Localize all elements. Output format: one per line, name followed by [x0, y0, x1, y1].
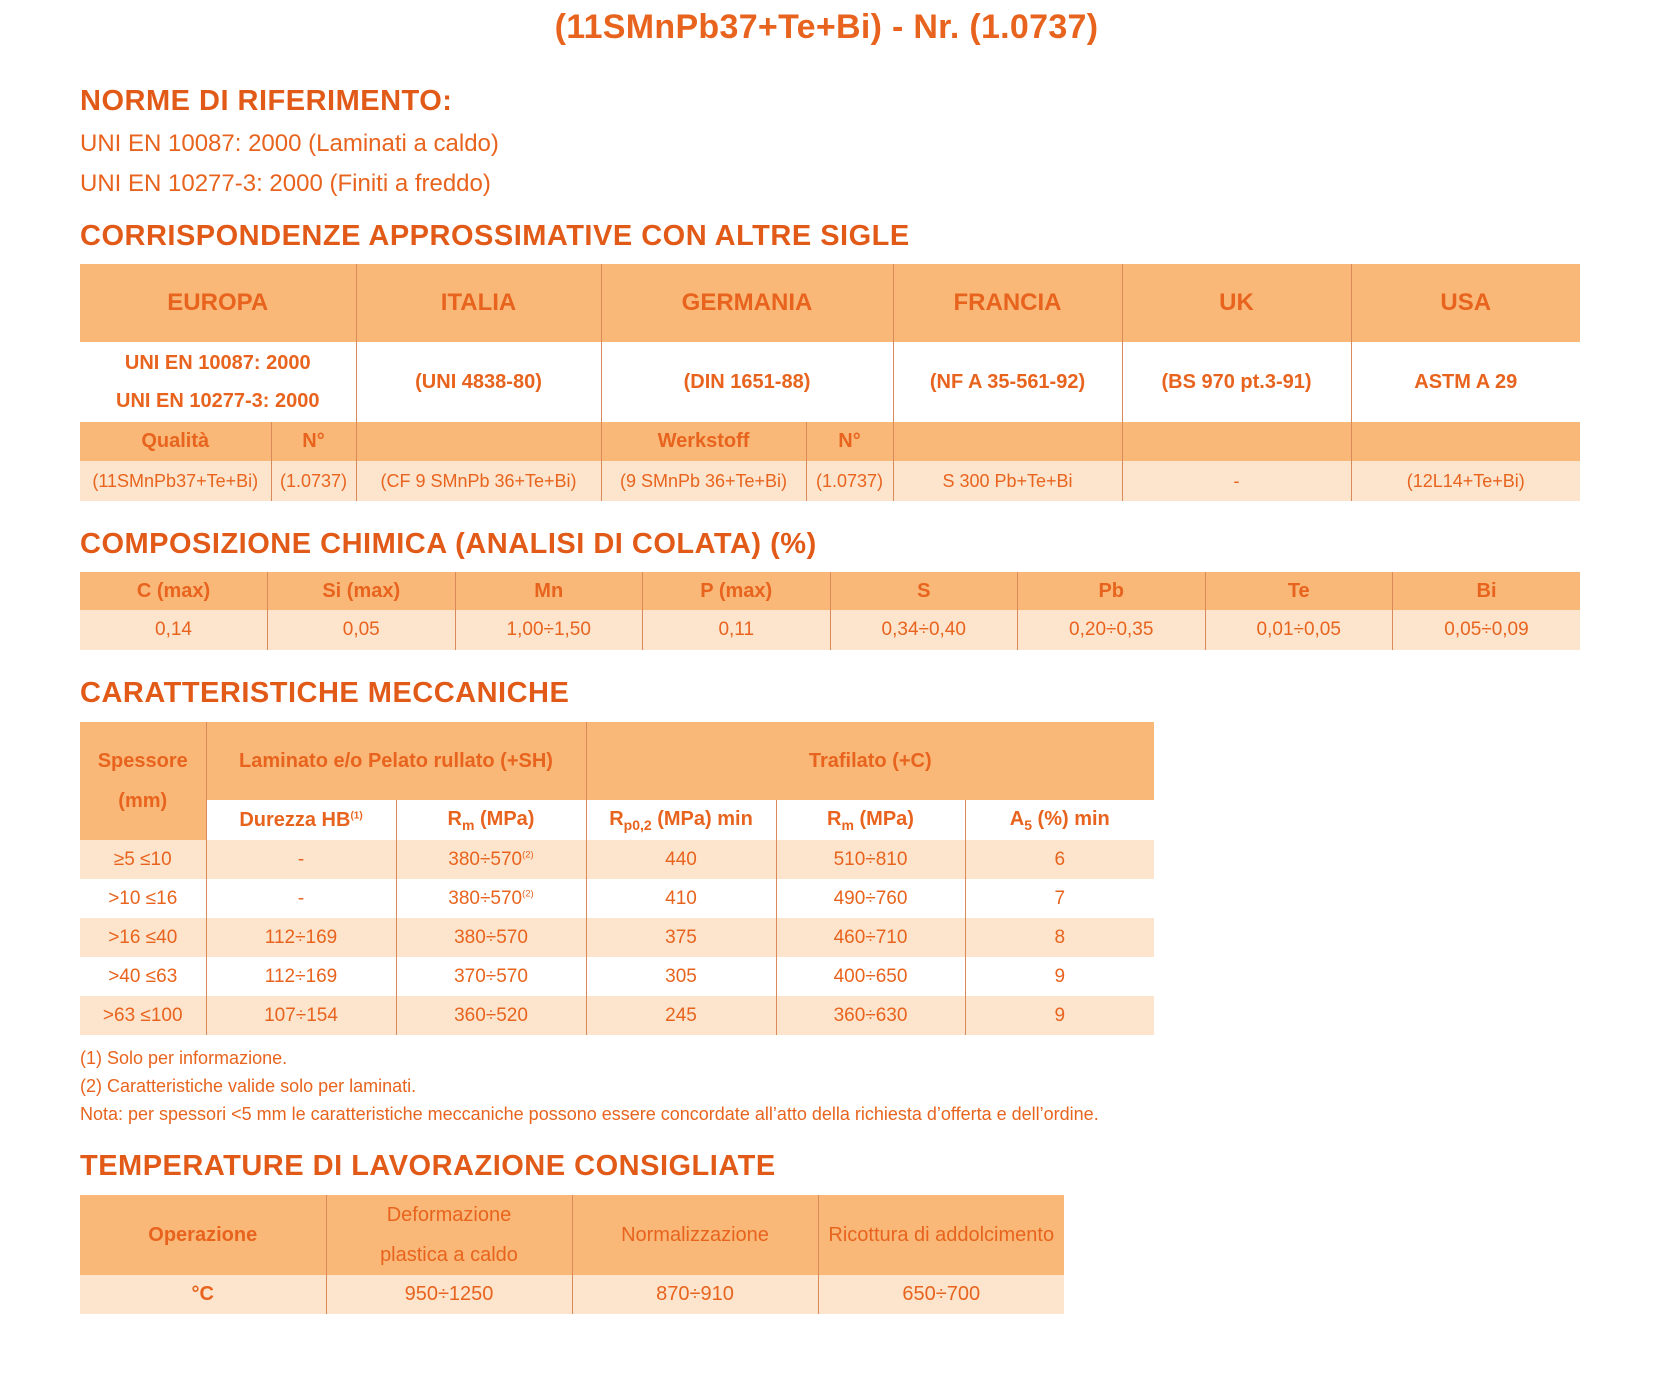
spessore-cell	[80, 996, 206, 1035]
rm2-symbol: R	[827, 807, 842, 830]
comp-head-pb: Pb	[1018, 572, 1206, 610]
durezza-cell	[206, 957, 396, 996]
durezza-note-ref: (1)	[350, 809, 363, 821]
a5-subscript: 5	[1024, 816, 1032, 833]
rp-cell	[586, 879, 776, 918]
table-row	[80, 957, 1154, 996]
rp-cell-value: 440	[665, 848, 697, 870]
meccaniche-header-row-1	[80, 722, 1154, 800]
country-usa: USA	[1351, 264, 1580, 342]
rm-cell-value: 380÷570	[448, 887, 523, 909]
meccaniche-heading: CARATTERISTICHE MECCANICHE	[80, 677, 570, 709]
a5-cell-value: 7	[1054, 887, 1066, 909]
temp-ricottura: 650÷700	[818, 1275, 1064, 1314]
rp-cell	[586, 918, 776, 957]
corrispondenze-heading: CORRISPONDENZE APPROSSIMATIVE CON ALTRE SIGLE	[80, 220, 910, 252]
rp-unit: (MPa) min	[651, 807, 753, 830]
standard-europa	[80, 342, 356, 422]
a5-header	[965, 800, 1154, 840]
rm2-cell-value: 490÷760	[833, 887, 908, 909]
comp-head-mn: Mn	[455, 572, 643, 610]
rm-cell	[396, 879, 586, 918]
country-uk: UK	[1122, 264, 1351, 342]
norme-line-2: UNI EN 10277-3: 2000 (Finiti a freddo)	[80, 170, 491, 197]
a5-cell-value: 8	[1054, 926, 1066, 948]
val-werkstoff: (9 SMnPb 36+Te+Bi)	[601, 461, 806, 501]
rm-note-ref: (2)	[522, 849, 534, 861]
rp-header	[586, 800, 776, 840]
spessore-cell-value: >10 ≤16	[108, 887, 178, 909]
rp-cell	[586, 957, 776, 996]
sub-empty-usa	[1351, 422, 1580, 461]
comp-head-s: S	[830, 572, 1018, 610]
sub-empty-francia	[893, 422, 1122, 461]
temperature-value-row	[80, 1275, 1064, 1314]
normalizzazione-header: Normalizzazione	[572, 1195, 818, 1275]
rm2-cell	[776, 840, 965, 879]
durezza-cell-value: -	[297, 887, 305, 909]
rm2-cell	[776, 996, 965, 1035]
a5-cell	[965, 918, 1154, 957]
rm2-cell-value: 460÷710	[833, 926, 908, 948]
rm-cell-value: 360÷520	[454, 1004, 528, 1026]
a5-cell-value: 9	[1054, 965, 1066, 987]
a5-cell	[965, 879, 1154, 918]
rp-cell-value: 245	[665, 1004, 697, 1026]
spessore-cell-value: >63 ≤100	[102, 1004, 183, 1026]
table-row	[80, 840, 1154, 879]
durezza-cell	[206, 840, 396, 879]
comp-val-c: 0,14	[155, 619, 192, 640]
a5-cell	[965, 996, 1154, 1035]
rm-cell-value: 380÷570	[454, 926, 528, 948]
rm-cell	[396, 996, 586, 1035]
standard-italia: (UNI 4838-80)	[356, 342, 601, 422]
durezza-cell	[206, 918, 396, 957]
spessore-cell-value: ≥5 ≤10	[113, 848, 172, 870]
country-italia: ITALIA	[356, 264, 601, 342]
laminato-header: Laminato e/o Pelato rullato (+SH)	[206, 722, 586, 800]
composizione-table	[80, 572, 1580, 650]
deformazione-header	[326, 1195, 572, 1275]
table-row	[80, 918, 1154, 957]
a5-unit: (%) min	[1031, 807, 1110, 830]
rm-cell	[396, 840, 586, 879]
spessore-unit: (mm)	[118, 790, 168, 812]
composizione-header-row	[80, 572, 1580, 610]
standard-usa: ASTM A 29	[1351, 342, 1580, 422]
rm2-cell-value: 400÷650	[833, 965, 908, 987]
meccaniche-header-row-2	[80, 800, 1154, 840]
val-n-2: (1.0737)	[806, 461, 893, 501]
spessore-cell	[80, 879, 206, 918]
sub-empty-italia	[356, 422, 601, 461]
rm-cell-value: 370÷570	[454, 965, 528, 987]
comp-val-te: 0,01÷0,05	[1205, 610, 1393, 650]
a5-cell-value: 6	[1054, 848, 1066, 870]
val-uk: -	[1122, 461, 1351, 501]
sub-qualita: Qualità	[141, 430, 210, 452]
deformazione-line-1: Deformazione	[386, 1204, 512, 1226]
rm2-cell-value: 360÷630	[833, 1004, 908, 1026]
durezza-cell	[206, 879, 396, 918]
table-row	[80, 996, 1154, 1035]
rm-cell	[396, 918, 586, 957]
standards-row	[80, 342, 1580, 422]
val-n-1: (1.0737)	[271, 461, 356, 501]
rm2-cell	[776, 879, 965, 918]
rm-unit: (MPa)	[474, 807, 535, 830]
operazione-header: Operazione	[148, 1223, 258, 1246]
meccaniche-table	[80, 722, 1154, 1035]
sub-header-row	[80, 422, 1580, 461]
norme-heading: NORME DI RIFERIMENTO:	[80, 85, 453, 117]
rp-cell-value: 375	[665, 926, 697, 948]
a5-cell-value: 9	[1054, 1004, 1066, 1026]
spessore-label: Spessore	[97, 750, 188, 772]
designation-row	[80, 461, 1580, 501]
standard-europa-2: UNI EN 10277-3: 2000	[116, 390, 320, 412]
rm2-subscript: m	[841, 816, 854, 833]
rm-symbol: R	[447, 807, 462, 830]
durezza-cell-value: 107÷154	[264, 1004, 338, 1026]
rm-cell	[396, 957, 586, 996]
comp-val-pb: 0,20÷0,35	[1018, 610, 1206, 650]
standard-germania: (DIN 1651-88)	[601, 342, 893, 422]
corrispondenze-table	[80, 264, 1580, 501]
rp-symbol: R	[609, 807, 624, 830]
standard-francia: (NF A 35-561-92)	[893, 342, 1122, 422]
composizione-heading: COMPOSIZIONE CHIMICA (ANALISI DI COLATA) (%)	[80, 528, 817, 560]
val-italia: (CF 9 SMnPb 36+Te+Bi)	[356, 461, 601, 501]
sub-n-2: N°	[806, 422, 893, 461]
page-title: (11SMnPb37+Te+Bi) - Nr. (1.0737)	[554, 8, 1099, 46]
meccaniche-body	[80, 840, 1154, 1035]
note-1: (1) Solo per informazione.	[80, 1048, 288, 1068]
rm2-unit: (MPa)	[853, 807, 914, 830]
val-qualita: (11SMnPb37+Te+Bi)	[92, 470, 259, 491]
note-2: (2) Caratteristiche valide solo per laminati.	[80, 1076, 417, 1096]
spessore-cell-value: >16 ≤40	[108, 926, 178, 948]
country-germania: GERMANIA	[601, 264, 893, 342]
a5-cell	[965, 957, 1154, 996]
rp-cell	[586, 996, 776, 1035]
a5-symbol: A	[1009, 807, 1025, 830]
val-francia: S 300 Pb+Te+Bi	[893, 461, 1122, 501]
ricottura-header: Ricottura di addolcimento	[818, 1195, 1064, 1275]
temperature-heading: TEMPERATURE DI LAVORAZIONE CONSIGLIATE	[80, 1150, 776, 1182]
rm2-cell	[776, 918, 965, 957]
rp-subscript: p0,2	[623, 816, 652, 833]
rp-cell	[586, 840, 776, 879]
sub-empty-uk	[1122, 422, 1351, 461]
rm2-cell	[776, 957, 965, 996]
table-row	[80, 879, 1154, 918]
norme-line-1: UNI EN 10087: 2000 (Laminati a caldo)	[80, 130, 499, 157]
comp-head-c: C (max)	[136, 579, 211, 602]
comp-val-p: 0,11	[643, 610, 831, 650]
a5-cell	[965, 840, 1154, 879]
spessore-header	[80, 722, 206, 840]
standard-uk: (BS 970 pt.3-91)	[1122, 342, 1351, 422]
temp-normalizzazione: 870÷910	[572, 1275, 818, 1314]
note-3: Nota: per spessori <5 mm le caratteristiche meccaniche possono essere concordate all’atto della richiesta d’offerta e dell’ordine.	[80, 1104, 1099, 1124]
trafilato-header: Trafilato (+C)	[586, 722, 1154, 800]
rm-subscript: m	[462, 816, 475, 833]
spessore-cell	[80, 840, 206, 879]
deformazione-line-2: plastica a caldo	[380, 1244, 518, 1266]
temp-unit: °C	[191, 1283, 214, 1305]
comp-head-te: Te	[1205, 572, 1393, 610]
durezza-header	[206, 800, 396, 840]
comp-head-p: P (max)	[643, 572, 831, 610]
comp-head-bi: Bi	[1393, 572, 1581, 610]
val-usa: (12L14+Te+Bi)	[1351, 461, 1580, 501]
composizione-value-row	[80, 610, 1580, 650]
rm2-header	[776, 800, 965, 840]
rm-cell-value: 380÷570	[448, 848, 523, 870]
spessore-cell	[80, 957, 206, 996]
sub-werkstoff: Werkstoff	[601, 422, 806, 461]
rm2-cell-value: 510÷810	[833, 848, 908, 870]
comp-val-si: 0,05	[268, 610, 456, 650]
durezza-cell-value: -	[297, 848, 305, 870]
durezza-cell-value: 112÷169	[264, 965, 338, 987]
country-francia: FRANCIA	[893, 264, 1122, 342]
country-header-row	[80, 264, 1580, 342]
rm-header	[396, 800, 586, 840]
country-europa: EUROPA	[167, 289, 269, 316]
standard-europa-1: UNI EN 10087: 2000	[124, 352, 311, 374]
temp-deformazione: 950÷1250	[326, 1275, 572, 1314]
spessore-cell-value: >40 ≤63	[108, 965, 178, 987]
comp-head-si: Si (max)	[268, 572, 456, 610]
rm-note-ref: (2)	[522, 888, 534, 900]
temperature-table	[80, 1195, 1064, 1314]
comp-val-s: 0,34÷0,40	[830, 610, 1018, 650]
durezza-cell	[206, 996, 396, 1035]
durezza-label: Durezza HB	[239, 808, 351, 831]
temperature-header-row	[80, 1195, 1064, 1275]
durezza-cell-value: 112÷169	[264, 926, 338, 948]
comp-val-mn: 1,00÷1,50	[455, 610, 643, 650]
sub-n-1: N°	[271, 422, 356, 461]
rp-cell-value: 305	[665, 965, 697, 987]
comp-val-bi: 0,05÷0,09	[1393, 610, 1581, 650]
rp-cell-value: 410	[665, 887, 697, 909]
spessore-cell	[80, 918, 206, 957]
